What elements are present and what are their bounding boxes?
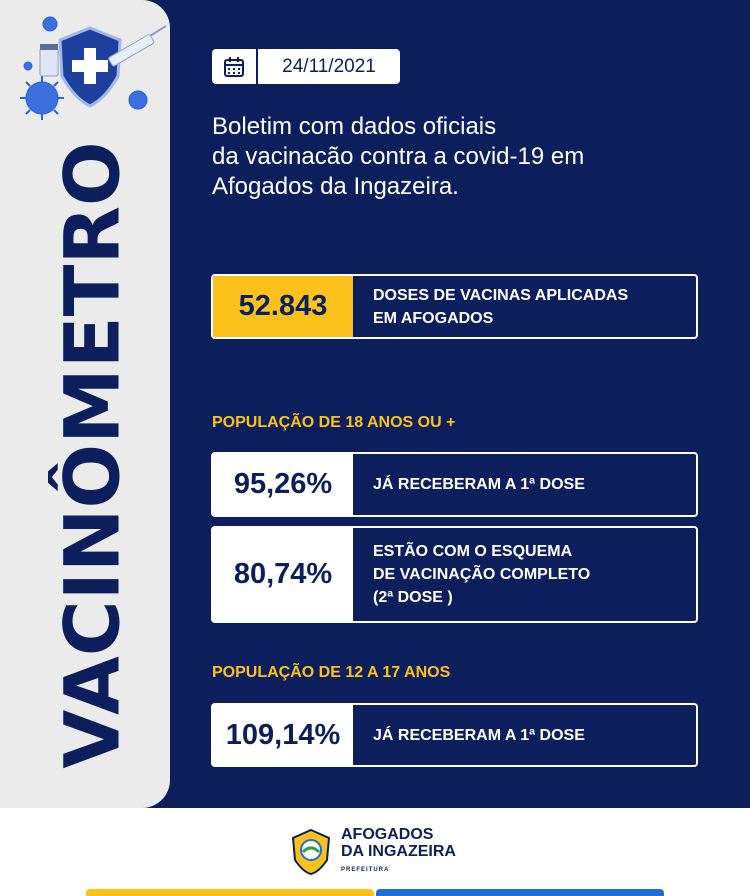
intro-line: Boletim com dados oficiais (212, 113, 497, 140)
teens-first-dose-label: JÁ RECEBERAM A 1ª DOSE (373, 726, 585, 744)
adults-heading: POPULAÇÃO DE 18 ANOS OU + (212, 414, 456, 431)
adults-complete-label-line: (2ª DOSE ) (373, 589, 453, 606)
adults-complete-label-line: DE VACINAÇÃO COMPLETO (373, 566, 591, 583)
logo-line1: AFOGADOS (341, 825, 434, 843)
adults-first-dose-label: JÁ RECEBERAM A 1ª DOSE (373, 476, 585, 493)
doses-card (211, 274, 698, 339)
doses-value: 52.843 (213, 276, 353, 337)
vaccine-illustration (10, 6, 170, 136)
logo-line2: DA INGAZEIRA (341, 842, 456, 860)
sidebar (0, 0, 170, 808)
adults-complete-card (211, 526, 698, 623)
logo-text (341, 826, 456, 879)
adults-complete-label-line: ESTÃO COM O ESQUEMA (373, 543, 573, 560)
shield-icon (60, 28, 120, 106)
doses-label-line: EM AFOGADOS (373, 309, 494, 327)
teens-heading: POPULAÇÃO DE 12 A 17 ANOS (212, 664, 451, 681)
adults-complete-label (353, 540, 590, 609)
teens-first-dose-value: 109,14% (213, 705, 353, 765)
adults-first-dose-value: 95,26% (213, 454, 353, 515)
calendar-icon (212, 49, 258, 84)
bulletin-date: 24/11/2021 (282, 55, 376, 77)
teens-first-dose-card (211, 703, 698, 767)
date-badge (212, 49, 400, 84)
adults-complete-value: 80,74% (213, 528, 353, 621)
intro-text (212, 112, 672, 202)
footer-bar-yellow (86, 889, 374, 896)
coat-of-arms-icon (289, 828, 333, 876)
doses-label-line: DOSES DE VACINAS APLICADAS (373, 286, 629, 304)
prefeitura-logo (289, 826, 469, 878)
footer-bar-blue (376, 889, 664, 896)
doses-label (353, 284, 628, 330)
sidebar-title: VACINÔMETRO (47, 141, 137, 769)
logo-sub: PREFEITURA (341, 866, 390, 873)
intro-line: da vacinacão contra a covid-19 em (212, 143, 585, 170)
adults-first-dose-card (211, 452, 698, 517)
intro-line: Afogados da Ingazeira. (212, 173, 459, 200)
